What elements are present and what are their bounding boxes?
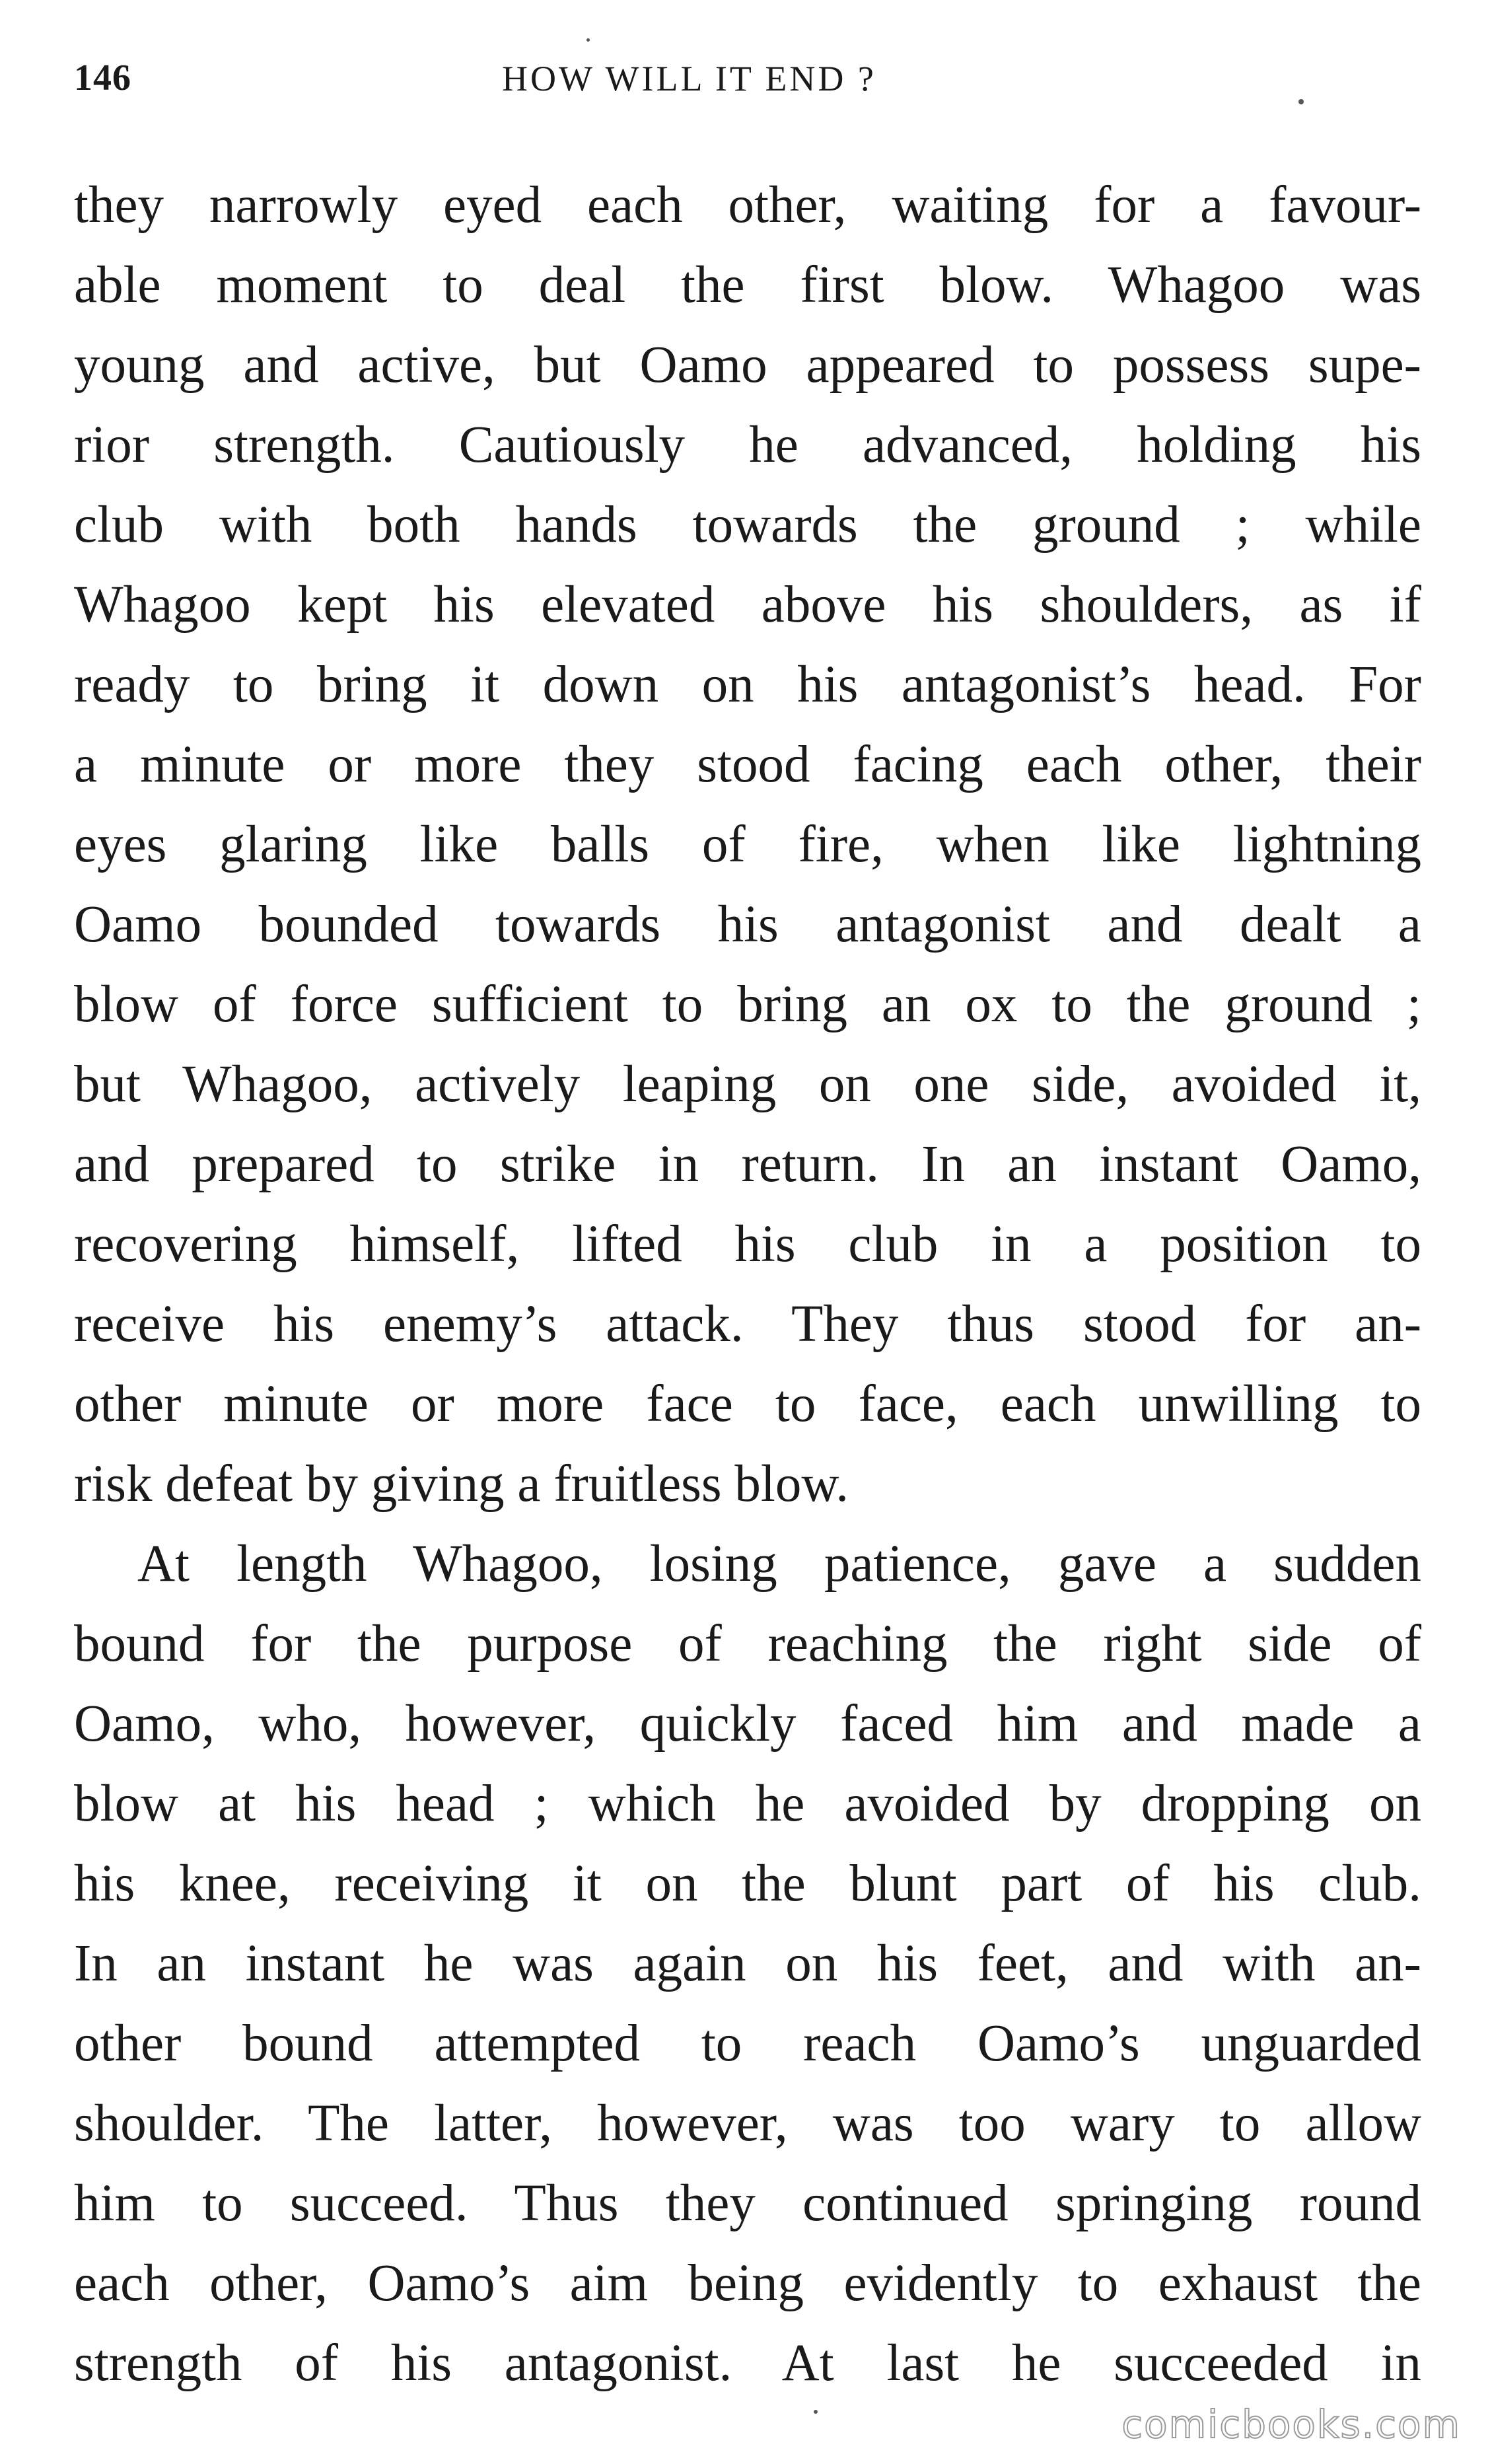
text-line: Oamo, who, however, quickly faced him and made a	[74, 1695, 1421, 1753]
body-text	[74, 165, 1421, 2403]
text-line: other minute or more face to face, each unwilling to	[74, 1375, 1421, 1433]
text-line: recovering himself, lifted his club in a position to	[74, 1215, 1421, 1273]
text-line: rior strength. Cautiously he advanced, holding his	[74, 416, 1421, 474]
print-speck	[586, 38, 590, 42]
text-line: strength of his antagonist. At last he succeeded in	[74, 2335, 1421, 2392]
text-line: each other, Oamo’s aim being evidently to exhaust the	[74, 2255, 1421, 2312]
page-number: 146	[74, 57, 131, 98]
text-line: and prepared to strike in return. In an instant Oamo,	[74, 1136, 1421, 1193]
text-line: other bound attempted to reach Oamo’s unguarded	[74, 2015, 1421, 2072]
text-line: In an instant he was again on his feet, and with an-	[74, 1935, 1421, 1992]
print-speck	[814, 2410, 818, 2414]
page-header	[0, 57, 1490, 110]
watermark: comicbooks.com	[1121, 2402, 1461, 2447]
text-line: bound for the purpose of reaching the right side of	[74, 1615, 1421, 1673]
text-line: his knee, receiving it on the blunt part of his club.	[74, 1855, 1421, 1912]
text-line: Oamo bounded towards his antagonist and dealt a	[74, 896, 1421, 953]
text-line: receive his enemy’s attack. They thus stood for an-	[74, 1295, 1421, 1353]
text-line: him to succeed. Thus they continued springing round	[74, 2175, 1421, 2232]
text-line: blow at his head ; which he avoided by dropping on	[74, 1775, 1421, 1832]
text-line: a minute or more they stood facing each other, their	[74, 736, 1421, 793]
text-line: blow of force sufficient to bring an ox to the ground ;	[74, 976, 1421, 1033]
text-line: Whagoo kept his elevated above his shoulders, as if	[74, 576, 1421, 634]
text-line: ready to bring it down on his antagonist’s head. For	[74, 656, 1421, 713]
text-line: eyes glaring like balls of fire, when like lightning	[74, 816, 1421, 873]
text-line: young and active, but Oamo appeared to possess supe-	[74, 336, 1421, 394]
text-line-paragraph-end: risk defeat by giving a fruitless blow.	[74, 1455, 849, 1513]
text-line: shoulder. The latter, however, was too wary to allow	[74, 2095, 1421, 2152]
text-line: but Whagoo, actively leaping on one side, avoided it,	[74, 1056, 1421, 1113]
text-line: able moment to deal the first blow. Whagoo was	[74, 256, 1421, 314]
text-line: they narrowly eyed each other, waiting for a favour-	[74, 176, 1421, 234]
text-line-paragraph-start: At length Whagoo, losing patience, gave a sudden	[137, 1535, 1421, 1593]
text-line: club with both hands towards the ground ; while	[74, 496, 1421, 554]
running-title: HOW WILL IT END ?	[502, 59, 876, 98]
print-speck	[1298, 99, 1304, 104]
